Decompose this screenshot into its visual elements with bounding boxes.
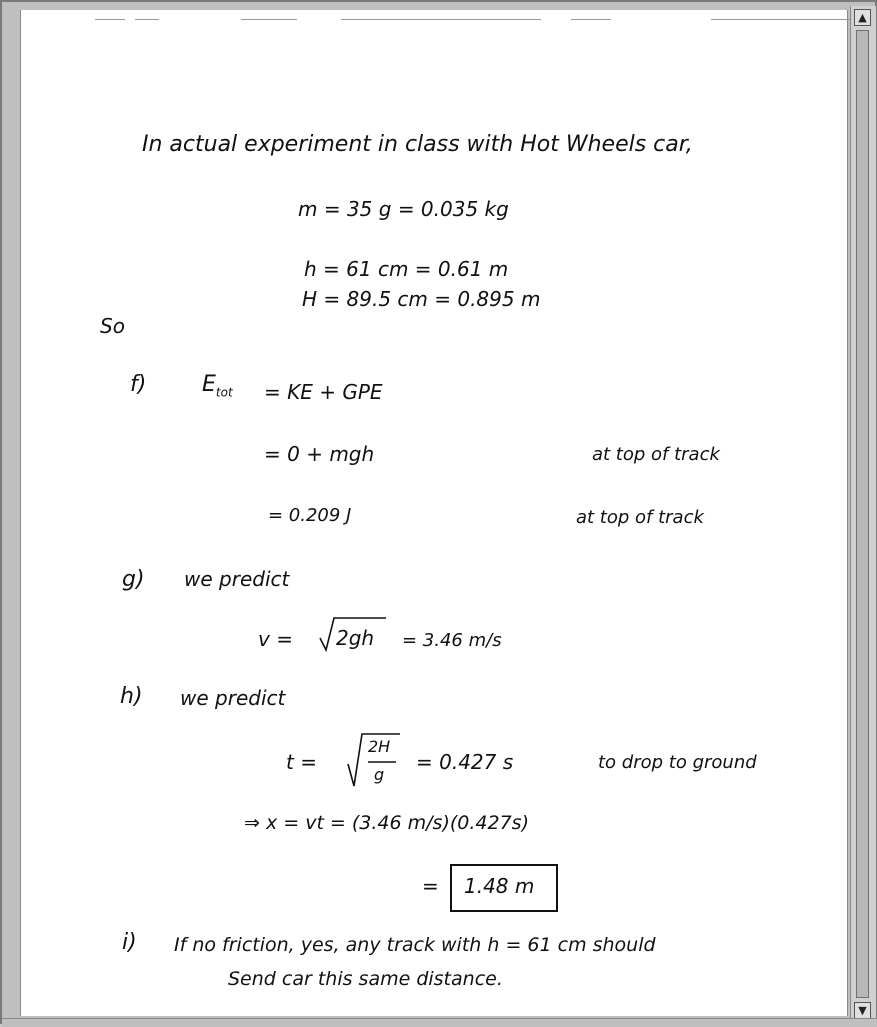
part-i-line1: If no friction, yes, any track with h = 61 cm should bbox=[174, 934, 656, 956]
part-f-line2: = 0 + mgh bbox=[264, 442, 375, 466]
given-h: h = 61 cm = 0.61 m bbox=[304, 257, 509, 281]
part-f-line1: = KE + GPE bbox=[264, 380, 383, 404]
scroll-down-icon[interactable]: ▼ bbox=[854, 1002, 871, 1019]
part-i-label: i) bbox=[122, 930, 137, 955]
intro-line: In actual experiment in class with Hot Wheels car, bbox=[142, 132, 693, 157]
frac-denominator: g bbox=[374, 765, 385, 784]
eq-v-lhs: v = bbox=[258, 627, 293, 651]
eq-t-lhs: t = bbox=[286, 750, 317, 774]
x-result: 1.48 m bbox=[464, 874, 535, 898]
e-total-symbol bbox=[202, 372, 233, 399]
t-result: = 0.427 s bbox=[416, 750, 514, 774]
bottom-frame bbox=[2, 1018, 877, 1027]
eq-v-root: 2gh bbox=[336, 626, 375, 650]
scroll-up-icon[interactable]: ▲ bbox=[854, 9, 871, 26]
part-i-line2: Send car this same distance. bbox=[228, 968, 503, 990]
part-f-line3-note: at top of track bbox=[576, 507, 704, 528]
part-f-label: f) bbox=[130, 372, 147, 397]
tot-subscript: tot bbox=[215, 385, 233, 400]
part-g-label: g) bbox=[122, 567, 145, 592]
e-symbol: E bbox=[202, 372, 216, 397]
frac-numerator: 2H bbox=[368, 737, 391, 756]
t-note: to drop to ground bbox=[598, 752, 757, 773]
part-f-line3: = 0.209 J bbox=[268, 505, 352, 526]
page-top-marks bbox=[91, 16, 791, 22]
eq-x: ⇒ x = vt = (3.46 m/s)(0.427s) bbox=[244, 812, 529, 834]
part-h-text: we predict bbox=[180, 686, 286, 710]
part-g-text: we predict bbox=[184, 567, 290, 591]
x-equals: = bbox=[422, 874, 439, 898]
handwritten-page bbox=[20, 10, 848, 1016]
part-f-line2-note: at top of track bbox=[592, 444, 720, 465]
given-H: H = 89.5 cm = 0.895 m bbox=[302, 287, 541, 311]
part-h-label: h) bbox=[120, 684, 143, 709]
given-mass: m = 35 g = 0.035 kg bbox=[298, 197, 509, 221]
scroll-thumb[interactable] bbox=[856, 30, 869, 998]
so-label: So bbox=[100, 314, 125, 338]
vertical-scrollbar[interactable] bbox=[850, 6, 876, 1022]
eq-v-result: = 3.46 m/s bbox=[402, 630, 502, 651]
